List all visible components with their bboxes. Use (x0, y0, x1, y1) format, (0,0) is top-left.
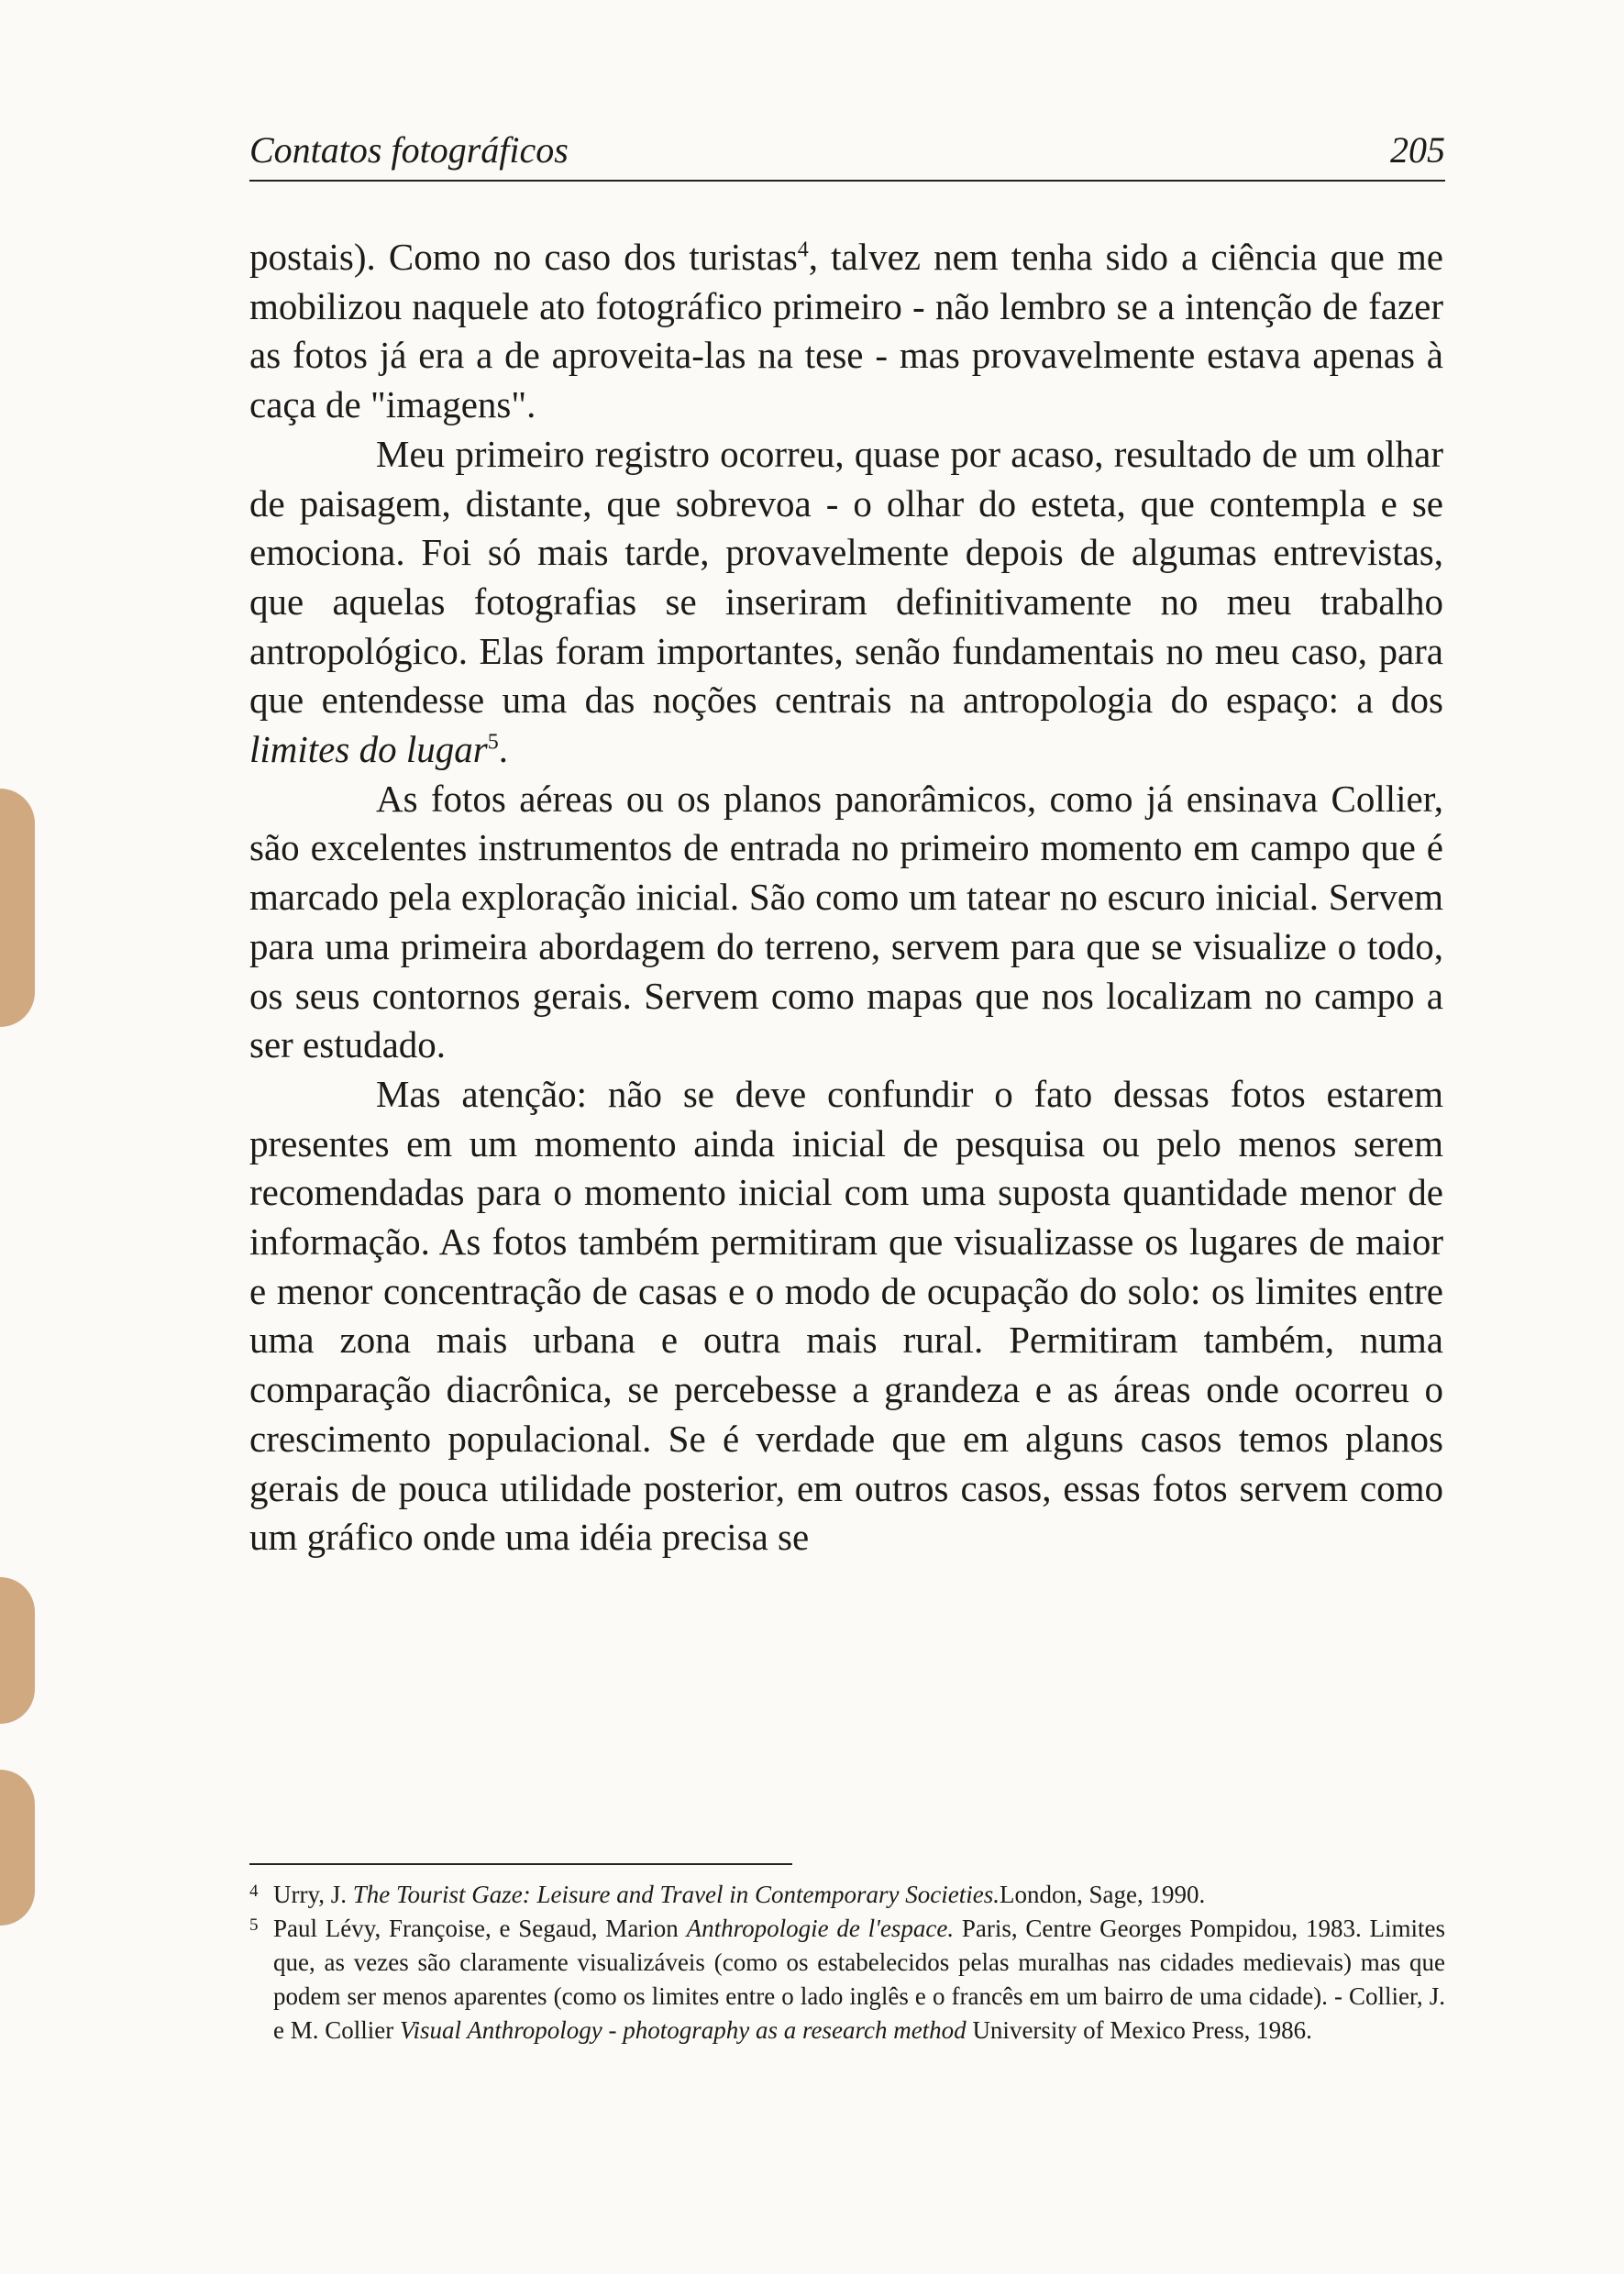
footnote-rule (249, 1863, 792, 1865)
footnote-text: University of Mexico Press, 1986. (966, 2016, 1312, 2044)
footnote-ref-5: 5 (487, 730, 499, 755)
paragraph-2 (249, 430, 1443, 775)
page-number: 205 (1390, 129, 1445, 171)
header-rule (249, 180, 1445, 182)
paper-stain (0, 1770, 35, 1926)
footnote-number: 4 (249, 1882, 259, 1901)
footnote-text: Urry, J. (273, 1881, 353, 1908)
footnote-ref-4: 4 (797, 237, 809, 262)
footnote-5 (249, 1912, 1445, 2048)
footnote-title: Visual Anthropology - photography as a research method (399, 2016, 967, 2044)
body-text (249, 233, 1443, 1562)
paragraph-1-text-cont: , talvez nem tenha sido a ciência que me mobilizou naquele ato fotográfico primeiro - não lembro se a intenção de fazer as fotos já era a de aproveita-las na tese - mas provavelmente estava apenas à caça de "imagens". (249, 236, 1443, 426)
paragraph-2-text: Meu primeiro registro ocorreu, quase por acaso, resultado de um olhar de paisagem, distante, que sobrevoa - o olhar do esteta, que contempla e se emociona. Foi só mais tarde, provavelmente depois de algumas entrevistas, que aquelas fotografias se inseriram definitivamente no meu trabalho antropológico. Elas foram importantes, senão fundamentais no meu caso, para que entendesse uma das noções centrais na antropologia do espaço: a dos (249, 432, 1443, 722)
footnote-text: Paul Lévy, Françoise, e Segaud, Marion (273, 1915, 687, 1942)
paper-stain (0, 789, 35, 1027)
footnote-title: The Tourist Gaze: Leisure and Travel in Contemporary Societies. (352, 1881, 1000, 1908)
footnote-title: Anthropologie de l'espace. (686, 1915, 955, 1942)
paragraph-1 (249, 233, 1443, 430)
paragraph-3: As fotos aéreas ou os planos panorâmicos, como já ensinava Collier, são excelentes instrumentos de entrada no primeiro momento em campo que é marcado pela exploração inicial. São como um tatear no escuro inicial. Servem para uma primeira abordagem do terreno, servem para que se visualize o todo, os seus contornos gerais. Servem como mapas que nos localizam no campo a ser estudado. (249, 777, 1443, 1066)
footnote-text: Paris, Centre Georges Pompidou, 1983. Limites que, as vezes são claramente visualizáveis (como os estabelecidos pelas muralhas nas cidades medievais) mas que podem ser menos aparentes (como os limites entre o lado inglês e o francês em um bairro de uma cidade). - Collier, J. e M. Collier (273, 1915, 1445, 2044)
italic-term: limites do lugar (249, 728, 488, 771)
paper-stain (0, 1577, 35, 1724)
paragraph-4: Mas atenção: não se deve confundir o fato dessas fotos estarem presentes em um momento ainda inicial de pesquisa ou pelo menos serem recomendadas para o momento inicial com uma suposta quantidade menor de informação. As fotos também permitiram que visualizasse os lugares de maior e menor concentração de casas e o modo de ocupação do solo: os limites entre uma zona mais urbana e outra mais rural. Permitiram também, numa comparação diacrônica, se percebesse a grandeza e as áreas onde ocorreu o crescimento populacional. Se é verdade que em alguns casos temos planos gerais de pouca utilidade posterior, em outros casos, essas fotos servem como um gráfico onde uma idéia precisa se (249, 1072, 1443, 1559)
footnote-4 (249, 1878, 1445, 1912)
running-header (249, 128, 1445, 171)
footnote-text: London, Sage, 1990. (1000, 1881, 1206, 1908)
footnote-number: 5 (249, 1915, 259, 1935)
running-title: Contatos fotográficos (249, 129, 569, 171)
paragraph-1-text: postais). Como no caso dos turistas (249, 236, 798, 278)
paragraph-2-end: . (498, 728, 508, 771)
footnotes (249, 1878, 1445, 2048)
